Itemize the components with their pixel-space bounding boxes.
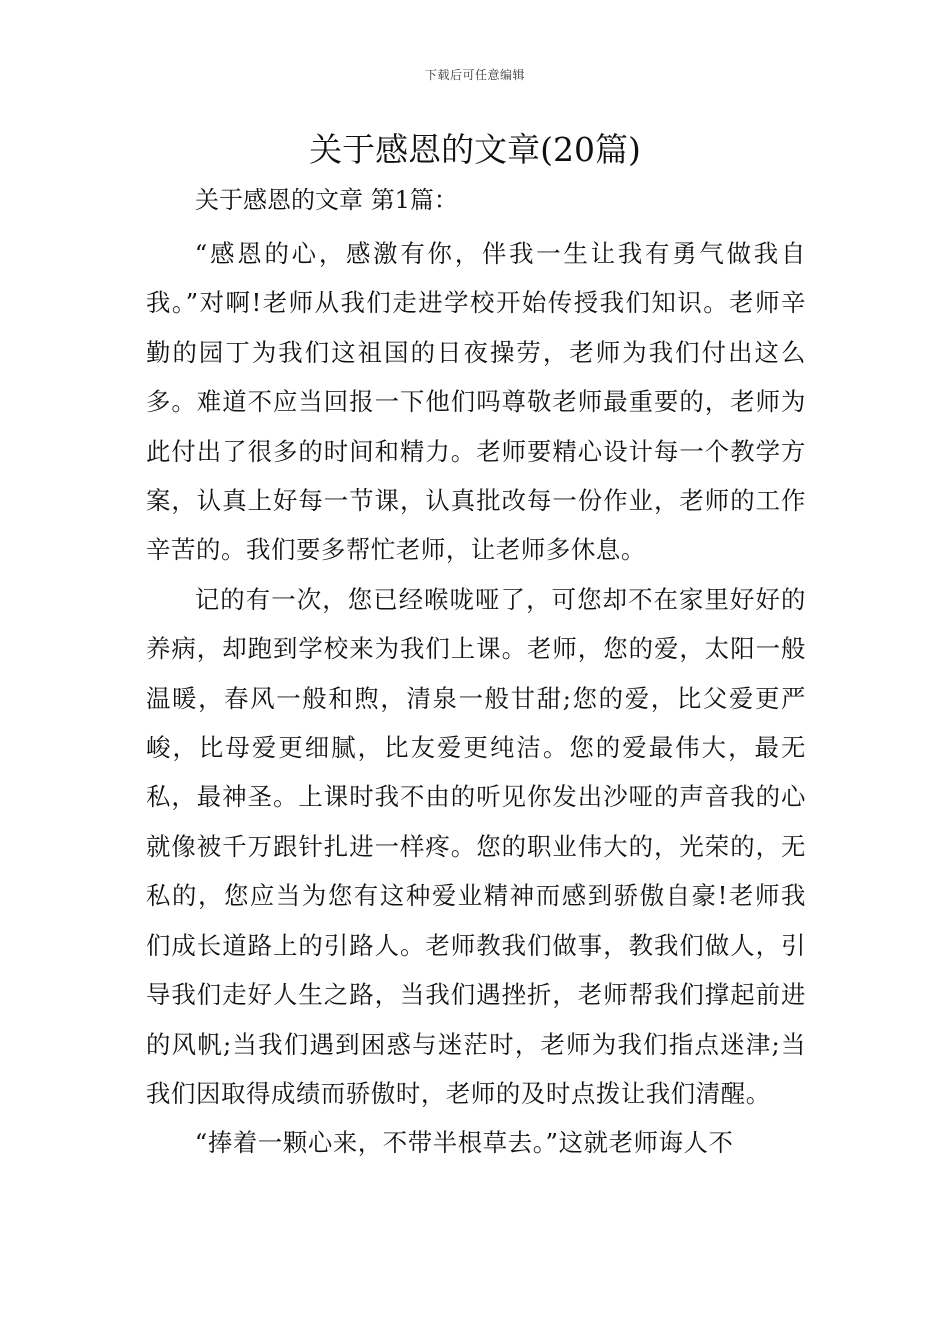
document-title: 关于感恩的文章(20篇) <box>309 130 641 169</box>
article-body <box>146 229 806 1168</box>
paragraph-1: “感恩的心，感激有你，伴我一生让我有勇气做我自我。”对啊!老师从我们走进学校开始传授我们知识。老师辛勤的园丁为我们这祖国的日夜操劳，老师为我们付出这么多。难道不应当回报一下他们吗尊敬老师最重要的，老师为此付出了很多的时间和精力。老师要精心设计每一个教学方案，认真上好每一节课，认真批改每一份作业，老师的工作辛苦的。我们要多帮忙老师，让老师多休息。 <box>146 239 806 565</box>
paragraph-3: “捧着一颗心来，不带半根草去。”这就老师诲人不 <box>194 1128 734 1158</box>
paragraph-2: 记的有一次，您已经喉咙哑了，可您却不在家里好好的养病，却跑到学校来为我们上课。老师，您的爱，太阳一般温暖，春风一般和煦，清泉一般甘甜;您的爱，比父爱更严峻，比母爱更细腻，比友爱更纯洁。您的爱最伟大，最无私，最神圣。上课时我不由的听见你发出沙哑的声音我的心就像被千万跟针扎进一样疼。您的职业伟大的，光荣的，无私的，您应当为您有这种爱业精神而感到骄傲自豪!老师我们成长道路上的引路人。老师教我们做事，教我们做人，引导我们走好人生之路，当我们遇挫折，老师帮我们撑起前进的风帆;当我们遇到困惑与迷茫时，老师为我们指点迷津;当我们因取得成绩而骄傲时，老师的及时点拨让我们清醒。 <box>146 584 806 1108</box>
page-header-note: 下载后可任意编辑 <box>424 68 525 82</box>
section-heading: 关于感恩的文章 第1篇： <box>195 186 458 214</box>
